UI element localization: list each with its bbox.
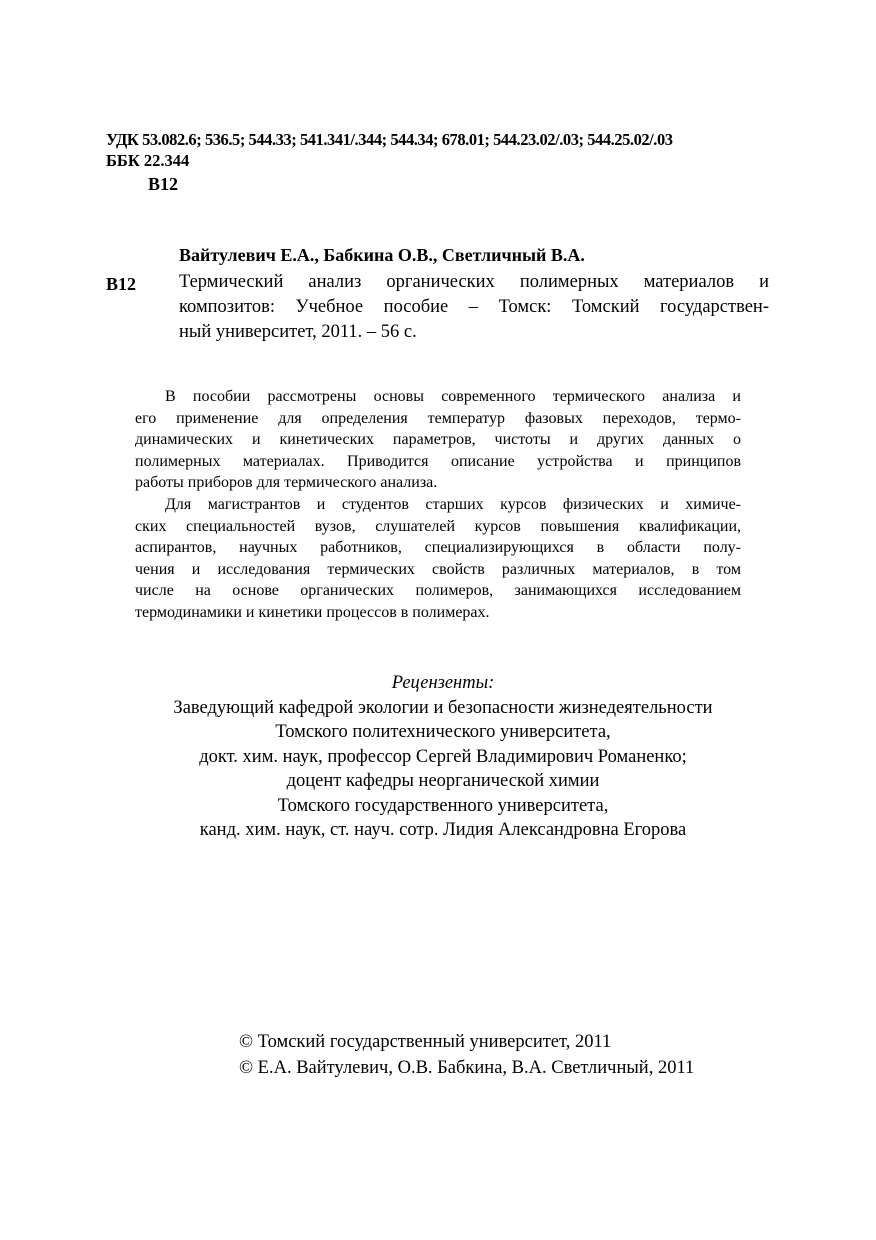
abstract-line: В пособии рассмотрены основы современного термического анализа и — [165, 388, 741, 405]
reviewer-line: канд. хим. наук, ст. науч. сотр. Лидия Александровна Егорова — [199, 820, 687, 840]
copyright-line: © Е.А. Вайтулевич, О.В. Бабкина, В.А. Светличный, 2011 — [239, 1058, 695, 1078]
reviewer-line: Заведующий кафедрой экологии и безопасности жизнедеятельности — [173, 697, 713, 718]
abstract-line: чения и исследования термических свойств различных материалов, в том — [135, 560, 741, 578]
citation-authors: Вайтулевич Е.А., Бабкина О.В., Светличный В.А. — [179, 245, 585, 265]
bbk-line: ББК 22.344 — [106, 151, 190, 170]
reviewers-title: Рецензенты: — [391, 673, 495, 693]
reviewer-line: докт. хим. наук, профессор Сергей Владимирович Романенко; — [199, 746, 687, 767]
copyright-line: © Томский государственный университет, 2011 — [239, 1032, 612, 1052]
reviewers-block — [106, 671, 780, 843]
citation-line: ный университет, 2011. – 56 с. — [179, 322, 417, 342]
abstract-line: динамических и кинетических параметров, чистоты и других данных о — [135, 431, 741, 449]
abstract-line: ских специальностей вузов, слушателей курсов повышения квалификации, — [135, 517, 741, 535]
citation-line: композитов: Учебное пособие – Томск: Томский государствен- — [179, 297, 769, 317]
abstract-line: числе на основе органических полимеров, занимающихся исследованием — [135, 582, 741, 600]
abstract-line: термодинамики и кинетики процессов в полимерах. — [135, 603, 490, 621]
author-code-mark: В12 — [148, 174, 179, 194]
abstract-line: его применение для определения температур фазовых переходов, термо- — [135, 409, 741, 427]
abstract — [135, 386, 741, 624]
citation-code: В12 — [106, 274, 137, 294]
abstract-line: полимерных материалах. Приводится описание устройства и принципов — [135, 452, 741, 470]
abstract-line: работы приборов для термического анализа. — [135, 474, 438, 492]
udk-line: УДК 53.082.6; 536.5; 544.33; 541.341/.344; 544.34; 678.01; 544.23.02/.03; 544.25.02/.03 — [106, 130, 673, 149]
reviewer-line: Томского политехнического университета, — [275, 722, 611, 742]
abstract-line: аспирантов, научных работников, специализирующихся в области полу- — [135, 539, 741, 557]
reviewer-line: доцент кафедры неорганической химии — [286, 771, 600, 791]
reviewer-line: Томского государственного университета, — [277, 795, 609, 816]
citation-line: Термический анализ органических полимерных материалов и — [179, 272, 769, 292]
citation-description — [179, 270, 769, 345]
abstract-line: Для магистрантов и студентов старших курсов физических и химиче- — [165, 495, 741, 513]
copyright-block — [239, 1029, 694, 1081]
